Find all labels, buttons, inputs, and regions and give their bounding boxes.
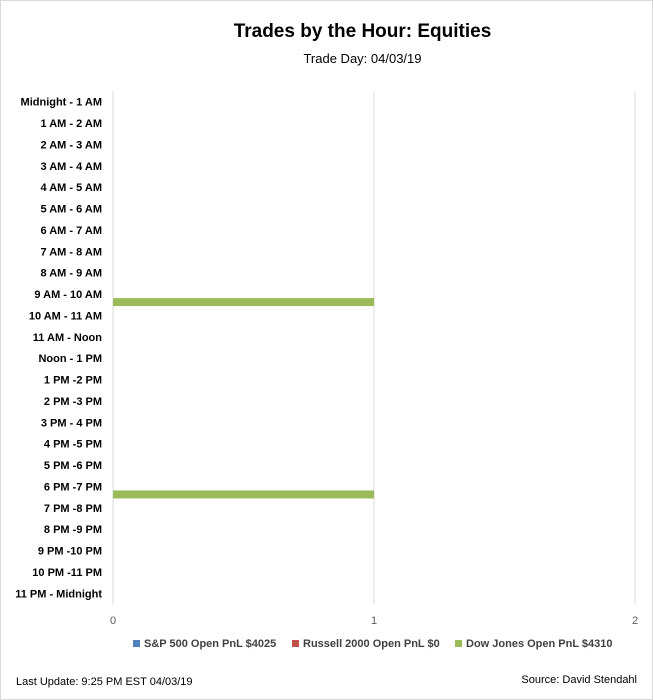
legend-swatch-3 bbox=[455, 640, 462, 647]
bar-3-19 bbox=[113, 490, 374, 498]
legend-label-3: Dow Jones Open PnL $4310 bbox=[466, 638, 613, 650]
y-tick-label: 4 PM -5 PM bbox=[43, 438, 102, 451]
y-tick-label: 8 AM - 9 AM bbox=[40, 267, 102, 280]
y-tick-label: 11 AM - Noon bbox=[32, 331, 102, 344]
y-tick-label: 8 PM -9 PM bbox=[43, 524, 102, 537]
y-tick-label: 11 PM - Midnight bbox=[15, 588, 102, 601]
y-tick-label: 7 PM -8 PM bbox=[43, 502, 102, 515]
y-tick-label: Midnight - 1 AM bbox=[20, 96, 102, 109]
legend-label-2: Russell 2000 Open PnL $0 bbox=[303, 638, 440, 650]
y-tick-label: 4 AM - 5 AM bbox=[40, 182, 102, 195]
x-tick-label: 1 bbox=[370, 615, 378, 627]
x-tick-label: 0 bbox=[109, 615, 117, 627]
y-tick-label: Noon - 1 PM bbox=[38, 353, 102, 366]
chart-title: Trades by the Hour: Equities bbox=[233, 21, 492, 42]
legend-swatch-1 bbox=[133, 640, 140, 647]
y-tick-label: 7 AM - 8 AM bbox=[40, 246, 102, 259]
bar-3-10 bbox=[113, 298, 374, 306]
y-tick-label: 5 AM - 6 AM bbox=[40, 203, 102, 216]
y-tick-label: 10 PM -11 PM bbox=[32, 566, 102, 579]
source-text: Source: David Stendahl bbox=[521, 674, 637, 686]
legend-label-1: S&P 500 Open PnL $4025 bbox=[144, 638, 277, 650]
legend-swatch-2 bbox=[292, 640, 299, 647]
y-tick-label: 5 PM -6 PM bbox=[43, 460, 102, 473]
y-tick-label: 10 AM - 11 AM bbox=[28, 310, 102, 323]
x-tick-label: 2 bbox=[631, 615, 639, 627]
y-tick-label: 6 PM -7 PM bbox=[43, 481, 102, 494]
y-tick-label: 3 PM - 4 PM bbox=[40, 417, 102, 430]
y-tick-label: 3 AM - 4 AM bbox=[40, 160, 102, 173]
y-tick-label: 2 AM - 3 AM bbox=[40, 139, 102, 152]
chart-subtitle: Trade Day: 04/03/19 bbox=[303, 51, 422, 66]
last-update-text: Last Update: 9:25 PM EST 04/03/19 bbox=[16, 676, 193, 688]
y-tick-label: 9 AM - 10 AM bbox=[34, 289, 102, 302]
y-tick-label: 6 AM - 7 AM bbox=[40, 224, 102, 237]
y-tick-label: 2 PM -3 PM bbox=[43, 395, 102, 408]
y-tick-label: 1 PM -2 PM bbox=[43, 374, 102, 387]
y-tick-label: 1 AM - 2 AM bbox=[40, 118, 102, 131]
y-tick-label: 9 PM -10 PM bbox=[37, 545, 102, 558]
